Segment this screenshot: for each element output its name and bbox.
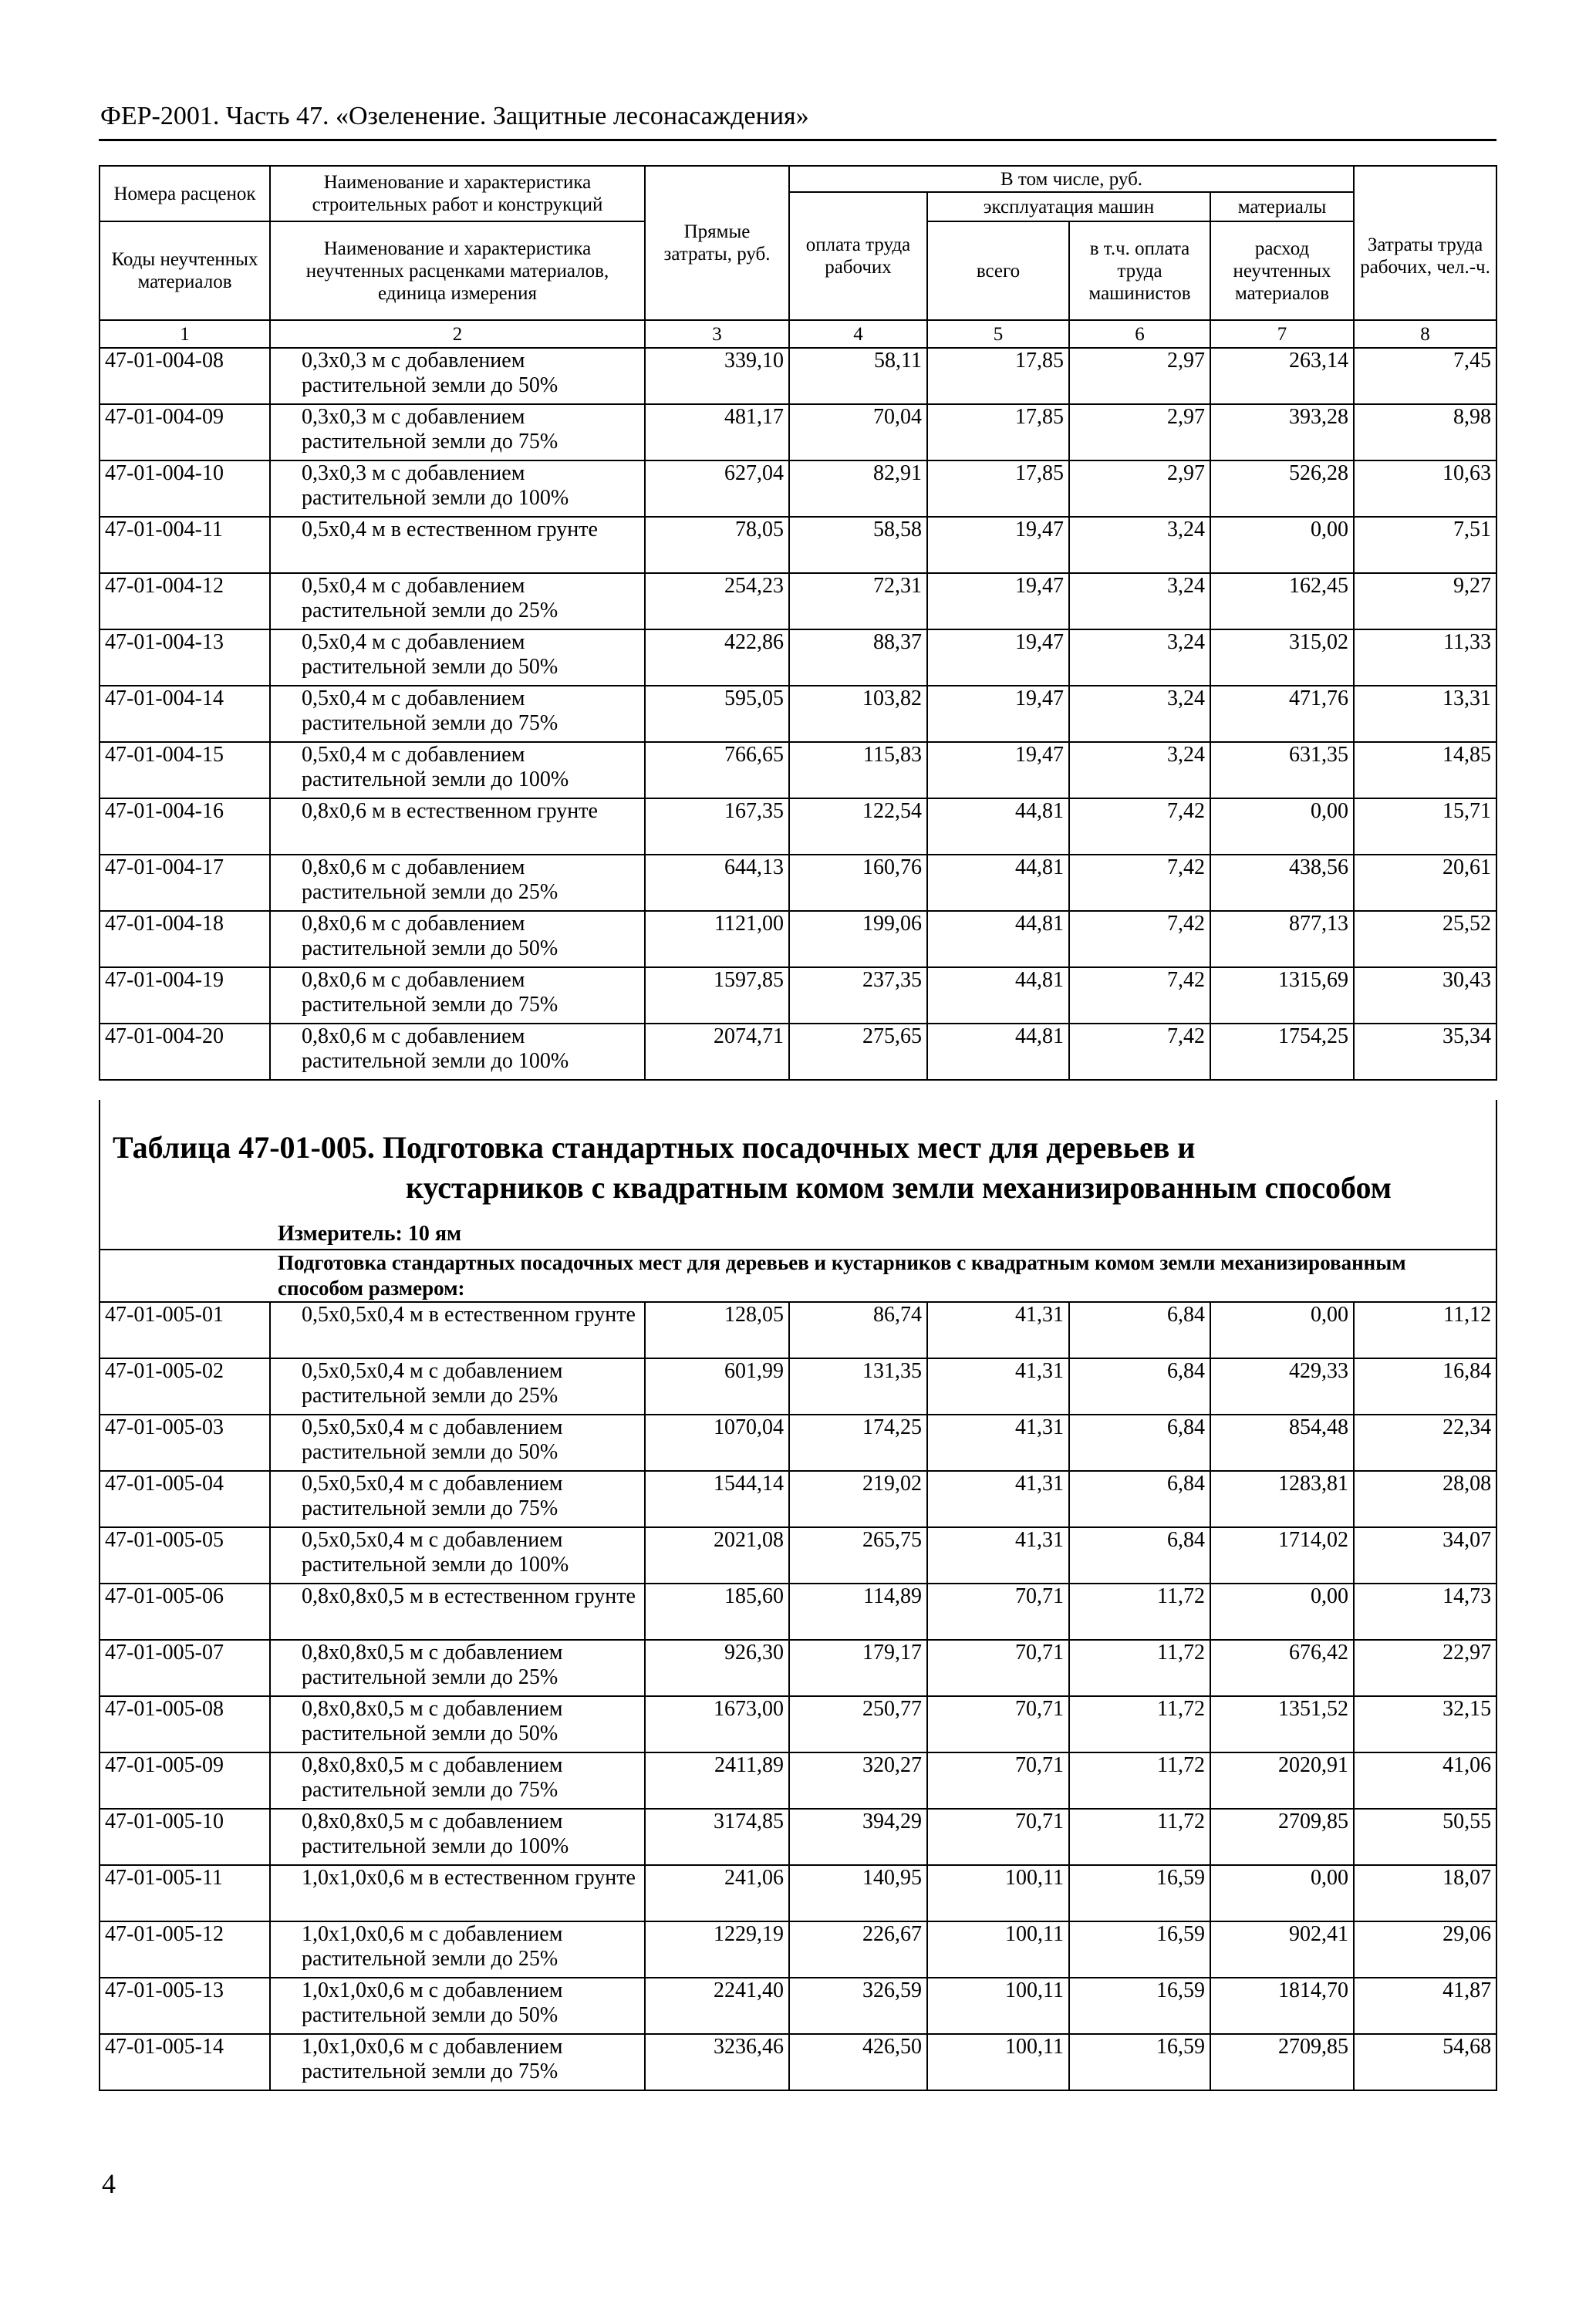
- table-row: [100, 573, 1496, 629]
- material-usage-cell: 0,00: [1210, 1584, 1354, 1640]
- labor-hours-cell: 50,55: [1354, 1809, 1496, 1865]
- work-description-cell: 0,8х0,8х0,5 м с добавлением растительной земли до 25%: [270, 1640, 645, 1696]
- machines-total-cell: 100,11: [927, 1865, 1069, 1921]
- table-row: [100, 1921, 1496, 1978]
- machines-total-cell: 70,71: [927, 1584, 1069, 1640]
- labor-hours-cell: 8,98: [1354, 404, 1496, 460]
- material-usage-cell: 393,28: [1210, 404, 1354, 460]
- table-row: [100, 686, 1496, 742]
- material-usage-cell: 0,00: [1210, 1302, 1354, 1358]
- machines-total-cell: 100,11: [927, 1921, 1069, 1978]
- worker-pay-cell: 326,59: [789, 1978, 927, 2034]
- machines-total-cell: 41,31: [927, 1302, 1069, 1358]
- material-usage-cell: 1814,70: [1210, 1978, 1354, 2034]
- table-row: [100, 1978, 1496, 2034]
- machines-total-cell: 41,31: [927, 1358, 1069, 1415]
- direct-costs-cell: 2074,71: [645, 1024, 789, 1080]
- machinist-pay-cell: 11,72: [1069, 1696, 1210, 1752]
- labor-hours-cell: 7,51: [1354, 517, 1496, 573]
- worker-pay-cell: 72,31: [789, 573, 927, 629]
- col-machines-total-header: всего: [927, 221, 1069, 320]
- machines-total-cell: 41,31: [927, 1471, 1069, 1527]
- labor-hours-cell: 34,07: [1354, 1527, 1496, 1584]
- table-row: [100, 1358, 1496, 1415]
- worker-pay-cell: 394,29: [789, 1809, 927, 1865]
- labor-hours-cell: 22,34: [1354, 1415, 1496, 1471]
- material-usage-cell: 429,33: [1210, 1358, 1354, 1415]
- labor-hours-cell: 35,34: [1354, 1024, 1496, 1080]
- direct-costs-cell: 1121,00: [645, 911, 789, 967]
- rate-code-cell: 47-01-005-02: [100, 1358, 270, 1415]
- table-row: [100, 967, 1496, 1024]
- rate-code-cell: 47-01-005-03: [100, 1415, 270, 1471]
- material-usage-cell: 471,76: [1210, 686, 1354, 742]
- labor-hours-cell: 14,73: [1354, 1584, 1496, 1640]
- machinist-pay-cell: 2,97: [1069, 348, 1210, 404]
- rate-code-cell: 47-01-005-05: [100, 1527, 270, 1584]
- col-materials-header: материалы: [1210, 192, 1354, 221]
- rate-code-cell: 47-01-005-12: [100, 1921, 270, 1978]
- direct-costs-cell: 2411,89: [645, 1752, 789, 1809]
- direct-costs-cell: 1229,19: [645, 1921, 789, 1978]
- rate-code-cell: 47-01-005-04: [100, 1471, 270, 1527]
- material-usage-cell: 162,45: [1210, 573, 1354, 629]
- col-worker-pay-header: оплата труда рабочих: [789, 192, 927, 320]
- labor-hours-cell: 20,61: [1354, 855, 1496, 911]
- work-description-cell: 0,8х0,8х0,5 м в естественном грунте: [270, 1584, 645, 1640]
- header-divider: [99, 139, 1496, 141]
- work-description-cell: 0,8х0,6 м в естественном грунте: [270, 798, 645, 855]
- worker-pay-cell: 115,83: [789, 742, 927, 798]
- machines-total-cell: 44,81: [927, 911, 1069, 967]
- direct-costs-cell: 481,17: [645, 404, 789, 460]
- worker-pay-cell: 265,75: [789, 1527, 927, 1584]
- material-usage-cell: 2709,85: [1210, 1809, 1354, 1865]
- direct-costs-cell: 1597,85: [645, 967, 789, 1024]
- table-row: [100, 911, 1496, 967]
- material-usage-cell: 0,00: [1210, 517, 1354, 573]
- rate-code-cell: 47-01-005-14: [100, 2034, 270, 2090]
- direct-costs-cell: 241,06: [645, 1865, 789, 1921]
- material-usage-cell: 1315,69: [1210, 967, 1354, 1024]
- worker-pay-cell: 219,02: [789, 1471, 927, 1527]
- machinist-pay-cell: 6,84: [1069, 1358, 1210, 1415]
- table-row: [100, 1527, 1496, 1584]
- material-usage-cell: 526,28: [1210, 460, 1354, 517]
- table-row: [100, 1809, 1496, 1865]
- table-row: [100, 2034, 1496, 2090]
- labor-hours-cell: 25,52: [1354, 911, 1496, 967]
- direct-costs-cell: 254,23: [645, 573, 789, 629]
- table-title-line-1: Таблица 47-01-005. Подготовка стандартных посадочных мест для деревьев и: [113, 1130, 1196, 1165]
- labor-hours-cell: 22,97: [1354, 1640, 1496, 1696]
- price-table-47-01-004: [99, 165, 1497, 1081]
- machinist-pay-cell: 7,42: [1069, 911, 1210, 967]
- document-header: ФЕР-2001. Часть 47. «Озеленение. Защитные лесонасаждения»: [100, 102, 809, 130]
- machines-total-cell: 17,85: [927, 348, 1069, 404]
- direct-costs-cell: 1673,00: [645, 1696, 789, 1752]
- worker-pay-cell: 179,17: [789, 1640, 927, 1696]
- table-row: [100, 1865, 1496, 1921]
- work-description-cell: 0,5х0,5х0,4 м в естественном грунте: [270, 1302, 645, 1358]
- direct-costs-cell: 185,60: [645, 1584, 789, 1640]
- direct-costs-cell: 167,35: [645, 798, 789, 855]
- rate-code-cell: 47-01-004-20: [100, 1024, 270, 1080]
- table-row: [100, 1752, 1496, 1809]
- rate-code-cell: 47-01-005-13: [100, 1978, 270, 2034]
- work-description-cell: 0,8х0,8х0,5 м с добавлением растительной земли до 50%: [270, 1696, 645, 1752]
- column-number: 7: [1210, 320, 1354, 348]
- worker-pay-cell: 237,35: [789, 967, 927, 1024]
- direct-costs-cell: 3236,46: [645, 2034, 789, 2090]
- machinist-pay-cell: 11,72: [1069, 1584, 1210, 1640]
- material-usage-cell: 877,13: [1210, 911, 1354, 967]
- column-number: 6: [1069, 320, 1210, 348]
- table-title-line-2: кустарников с квадратным комом земли механизированным способом: [406, 1170, 1392, 1205]
- worker-pay-cell: 140,95: [789, 1865, 927, 1921]
- material-usage-cell: 1754,25: [1210, 1024, 1354, 1080]
- work-description-cell: 0,5х0,4 м в естественном грунте: [270, 517, 645, 573]
- table-row: [100, 1302, 1496, 1358]
- machinist-pay-cell: 11,72: [1069, 1809, 1210, 1865]
- worker-pay-cell: 275,65: [789, 1024, 927, 1080]
- worker-pay-cell: 88,37: [789, 629, 927, 686]
- col-work-name-header: Наименование и характеристика строительных работ и конструкций: [270, 166, 645, 221]
- table-title-47-01-005: [113, 1128, 1392, 1208]
- machinist-pay-cell: 3,24: [1069, 686, 1210, 742]
- machinist-pay-cell: 7,42: [1069, 967, 1210, 1024]
- worker-pay-cell: 250,77: [789, 1696, 927, 1752]
- rate-code-cell: 47-01-004-17: [100, 855, 270, 911]
- machinist-pay-cell: 6,84: [1069, 1471, 1210, 1527]
- labor-hours-cell: 15,71: [1354, 798, 1496, 855]
- worker-pay-cell: 122,54: [789, 798, 927, 855]
- col-material-usage-header: расход неучтенных материалов: [1210, 221, 1354, 320]
- worker-pay-cell: 174,25: [789, 1415, 927, 1471]
- table-row: [100, 517, 1496, 573]
- worker-pay-cell: 86,74: [789, 1302, 927, 1358]
- table-row: [100, 742, 1496, 798]
- labor-hours-cell: 30,43: [1354, 967, 1496, 1024]
- material-usage-cell: 1714,02: [1210, 1527, 1354, 1584]
- col-rate-number-header: Номера расценок: [100, 166, 270, 221]
- column-number: 2: [270, 320, 645, 348]
- material-usage-cell: 263,14: [1210, 348, 1354, 404]
- rate-code-cell: 47-01-004-09: [100, 404, 270, 460]
- work-description-cell: 1,0х1,0х0,6 м с добавлением растительной земли до 75%: [270, 2034, 645, 2090]
- table-row: [100, 460, 1496, 517]
- machines-total-cell: 44,81: [927, 1024, 1069, 1080]
- material-usage-cell: 1283,81: [1210, 1471, 1354, 1527]
- rate-code-cell: 47-01-005-01: [100, 1302, 270, 1358]
- machines-total-cell: 19,47: [927, 686, 1069, 742]
- table-row: [100, 1024, 1496, 1080]
- worker-pay-cell: 103,82: [789, 686, 927, 742]
- work-description-cell: 0,3х0,3 м с добавлением растительной земли до 50%: [270, 348, 645, 404]
- work-description-cell: 0,8х0,6 м с добавлением растительной земли до 50%: [270, 911, 645, 967]
- table-row: [100, 1415, 1496, 1471]
- worker-pay-cell: 58,11: [789, 348, 927, 404]
- rate-code-cell: 47-01-004-15: [100, 742, 270, 798]
- column-number: 3: [645, 320, 789, 348]
- machinist-pay-cell: 7,42: [1069, 798, 1210, 855]
- page-number: 4: [102, 2168, 116, 2199]
- labor-hours-cell: 41,87: [1354, 1978, 1496, 2034]
- labor-hours-cell: 32,15: [1354, 1696, 1496, 1752]
- rate-code-cell: 47-01-004-18: [100, 911, 270, 967]
- material-usage-cell: 902,41: [1210, 1921, 1354, 1978]
- work-description-cell: 0,5х0,5х0,4 м с добавлением растительной земли до 25%: [270, 1358, 645, 1415]
- rate-code-cell: 47-01-004-16: [100, 798, 270, 855]
- direct-costs-cell: 1544,14: [645, 1471, 789, 1527]
- rate-code-cell: 47-01-005-08: [100, 1696, 270, 1752]
- direct-costs-cell: 128,05: [645, 1302, 789, 1358]
- work-description-cell: 0,8х0,8х0,5 м с добавлением растительной земли до 75%: [270, 1752, 645, 1809]
- machines-total-cell: 70,71: [927, 1640, 1069, 1696]
- material-usage-cell: 631,35: [1210, 742, 1354, 798]
- col-material-name-header: Наименование и характеристика неучтенных расценками материалов, единица измерения: [270, 221, 645, 320]
- labor-hours-cell: 41,06: [1354, 1752, 1496, 1809]
- machinist-pay-cell: 3,24: [1069, 629, 1210, 686]
- price-table-47-01-005: [99, 1249, 1497, 2091]
- work-description-cell: 0,8х0,6 м с добавлением растительной земли до 25%: [270, 855, 645, 911]
- direct-costs-cell: 339,10: [645, 348, 789, 404]
- machines-total-cell: 100,11: [927, 2034, 1069, 2090]
- material-usage-cell: 438,56: [1210, 855, 1354, 911]
- direct-costs-cell: 3174,85: [645, 1809, 789, 1865]
- rate-code-cell: 47-01-005-07: [100, 1640, 270, 1696]
- worker-pay-cell: 114,89: [789, 1584, 927, 1640]
- labor-hours-cell: 54,68: [1354, 2034, 1496, 2090]
- machines-total-cell: 44,81: [927, 967, 1069, 1024]
- rate-code-cell: 47-01-005-11: [100, 1865, 270, 1921]
- col-group-including-header: В том числе, руб.: [789, 166, 1354, 192]
- machines-total-cell: 19,47: [927, 629, 1069, 686]
- table-row: [100, 629, 1496, 686]
- labor-hours-cell: 13,31: [1354, 686, 1496, 742]
- material-usage-cell: 315,02: [1210, 629, 1354, 686]
- machines-total-cell: 44,81: [927, 798, 1069, 855]
- direct-costs-cell: 627,04: [645, 460, 789, 517]
- machines-total-cell: 41,31: [927, 1527, 1069, 1584]
- machines-total-cell: 17,85: [927, 460, 1069, 517]
- col-labor-header: Затраты труда рабочих, чел.-ч.: [1354, 192, 1496, 320]
- column-number: 4: [789, 320, 927, 348]
- worker-pay-cell: 320,27: [789, 1752, 927, 1809]
- direct-costs-cell: 2241,40: [645, 1978, 789, 2034]
- direct-costs-cell: 766,65: [645, 742, 789, 798]
- work-description-cell: 0,5х0,5х0,4 м с добавлением растительной земли до 100%: [270, 1527, 645, 1584]
- rate-code-cell: 47-01-004-10: [100, 460, 270, 517]
- worker-pay-cell: 426,50: [789, 2034, 927, 2090]
- table-row: [100, 348, 1496, 404]
- rate-code-cell: 47-01-004-11: [100, 517, 270, 573]
- labor-hours-cell: 11,33: [1354, 629, 1496, 686]
- rate-code-cell: 47-01-004-19: [100, 967, 270, 1024]
- labor-hours-cell: 28,08: [1354, 1471, 1496, 1527]
- column-number: 1: [100, 320, 270, 348]
- direct-costs-cell: 422,86: [645, 629, 789, 686]
- table-row: [100, 1584, 1496, 1640]
- work-description-cell: 1,0х1,0х0,6 м в естественном грунте: [270, 1865, 645, 1921]
- col-material-codes-header: Коды неучтенных материалов: [100, 221, 270, 320]
- work-description-cell: 0,5х0,5х0,4 м с добавлением растительной земли до 75%: [270, 1471, 645, 1527]
- material-usage-cell: 676,42: [1210, 1640, 1354, 1696]
- machinist-pay-cell: 16,59: [1069, 2034, 1210, 2090]
- machines-total-cell: 19,47: [927, 573, 1069, 629]
- machinist-pay-cell: 3,24: [1069, 742, 1210, 798]
- machines-total-cell: 100,11: [927, 1978, 1069, 2034]
- work-description-cell: 0,8х0,6 м с добавлением растительной земли до 100%: [270, 1024, 645, 1080]
- work-description-cell: 0,5х0,4 м с добавлением растительной земли до 50%: [270, 629, 645, 686]
- material-usage-cell: 0,00: [1210, 798, 1354, 855]
- direct-costs-cell: 601,99: [645, 1358, 789, 1415]
- table-row: [100, 404, 1496, 460]
- labor-hours-cell: 16,84: [1354, 1358, 1496, 1415]
- rate-code-cell: 47-01-004-12: [100, 573, 270, 629]
- rate-code-cell: 47-01-004-13: [100, 629, 270, 686]
- material-usage-cell: 0,00: [1210, 1865, 1354, 1921]
- machinist-pay-cell: 11,72: [1069, 1752, 1210, 1809]
- machinist-pay-cell: 7,42: [1069, 855, 1210, 911]
- col-machinist-pay-header: в т.ч. оплата труда машинистов: [1069, 221, 1210, 320]
- material-usage-cell: 854,48: [1210, 1415, 1354, 1471]
- machinist-pay-cell: 16,59: [1069, 1921, 1210, 1978]
- rate-code-cell: 47-01-005-06: [100, 1584, 270, 1640]
- work-description-cell: 0,5х0,5х0,4 м с добавлением растительной земли до 50%: [270, 1415, 645, 1471]
- machines-total-cell: 44,81: [927, 855, 1069, 911]
- work-description-cell: 0,8х0,6 м с добавлением растительной земли до 75%: [270, 967, 645, 1024]
- work-description-cell: 0,5х0,4 м с добавлением растительной земли до 75%: [270, 686, 645, 742]
- measure-unit: Измеритель: 10 ям: [278, 1222, 462, 1246]
- direct-costs-cell: 1070,04: [645, 1415, 789, 1471]
- worker-pay-cell: 82,91: [789, 460, 927, 517]
- machines-total-cell: 19,47: [927, 742, 1069, 798]
- rate-code-cell: 47-01-004-08: [100, 348, 270, 404]
- rate-code-cell: 47-01-005-09: [100, 1752, 270, 1809]
- machinist-pay-cell: 2,97: [1069, 404, 1210, 460]
- section-heading: Подготовка стандартных посадочных мест для деревьев и кустарников с квадратным комом земли механизированным способом размером:: [100, 1250, 1496, 1302]
- machines-total-cell: 70,71: [927, 1696, 1069, 1752]
- machinist-pay-cell: 6,84: [1069, 1302, 1210, 1358]
- labor-hours-cell: 9,27: [1354, 573, 1496, 629]
- table-row: [100, 1471, 1496, 1527]
- worker-pay-cell: 131,35: [789, 1358, 927, 1415]
- direct-costs-cell: 644,13: [645, 855, 789, 911]
- work-description-cell: 0,3х0,3 м с добавлением растительной земли до 100%: [270, 460, 645, 517]
- machines-total-cell: 70,71: [927, 1752, 1069, 1809]
- machines-total-cell: 70,71: [927, 1809, 1069, 1865]
- material-usage-cell: 2709,85: [1210, 2034, 1354, 2090]
- machinist-pay-cell: 3,24: [1069, 573, 1210, 629]
- labor-hours-cell: 7,45: [1354, 348, 1496, 404]
- table-row: [100, 1640, 1496, 1696]
- machinist-pay-cell: 3,24: [1069, 517, 1210, 573]
- table-row: [100, 855, 1496, 911]
- worker-pay-cell: 70,04: [789, 404, 927, 460]
- material-usage-cell: 2020,91: [1210, 1752, 1354, 1809]
- labor-hours-cell: 11,12: [1354, 1302, 1496, 1358]
- machinist-pay-cell: 6,84: [1069, 1415, 1210, 1471]
- worker-pay-cell: 226,67: [789, 1921, 927, 1978]
- machinist-pay-cell: 16,59: [1069, 1865, 1210, 1921]
- labor-hours-cell: 18,07: [1354, 1865, 1496, 1921]
- work-description-cell: 0,3х0,3 м с добавлением растительной земли до 75%: [270, 404, 645, 460]
- machines-total-cell: 41,31: [927, 1415, 1069, 1471]
- machinist-pay-cell: 11,72: [1069, 1640, 1210, 1696]
- labor-hours-cell: 14,85: [1354, 742, 1496, 798]
- table-row: [100, 798, 1496, 855]
- worker-pay-cell: 199,06: [789, 911, 927, 967]
- machinist-pay-cell: 16,59: [1069, 1978, 1210, 2034]
- rate-code-cell: 47-01-004-14: [100, 686, 270, 742]
- direct-costs-cell: 595,05: [645, 686, 789, 742]
- col-machines-header: эксплуатация машин: [927, 192, 1210, 221]
- work-description-cell: 1,0х1,0х0,6 м с добавлением растительной земли до 25%: [270, 1921, 645, 1978]
- col-direct-costs-header: Прямые затраты, руб.: [645, 166, 789, 320]
- machinist-pay-cell: 6,84: [1069, 1527, 1210, 1584]
- rate-code-cell: 47-01-005-10: [100, 1809, 270, 1865]
- material-usage-cell: 1351,52: [1210, 1696, 1354, 1752]
- direct-costs-cell: 2021,08: [645, 1527, 789, 1584]
- work-description-cell: 0,5х0,4 м с добавлением растительной земли до 100%: [270, 742, 645, 798]
- labor-hours-cell: 10,63: [1354, 460, 1496, 517]
- machinist-pay-cell: 2,97: [1069, 460, 1210, 517]
- worker-pay-cell: 58,58: [789, 517, 927, 573]
- direct-costs-cell: 926,30: [645, 1640, 789, 1696]
- work-description-cell: 0,8х0,8х0,5 м с добавлением растительной земли до 100%: [270, 1809, 645, 1865]
- machines-total-cell: 19,47: [927, 517, 1069, 573]
- work-description-cell: 0,5х0,4 м с добавлением растительной земли до 25%: [270, 573, 645, 629]
- labor-hours-cell: 29,06: [1354, 1921, 1496, 1978]
- column-number: 8: [1354, 320, 1496, 348]
- column-number: 5: [927, 320, 1069, 348]
- table-row: [100, 1696, 1496, 1752]
- worker-pay-cell: 160,76: [789, 855, 927, 911]
- machinist-pay-cell: 7,42: [1069, 1024, 1210, 1080]
- direct-costs-cell: 78,05: [645, 517, 789, 573]
- work-description-cell: 1,0х1,0х0,6 м с добавлением растительной земли до 50%: [270, 1978, 645, 2034]
- machines-total-cell: 17,85: [927, 404, 1069, 460]
